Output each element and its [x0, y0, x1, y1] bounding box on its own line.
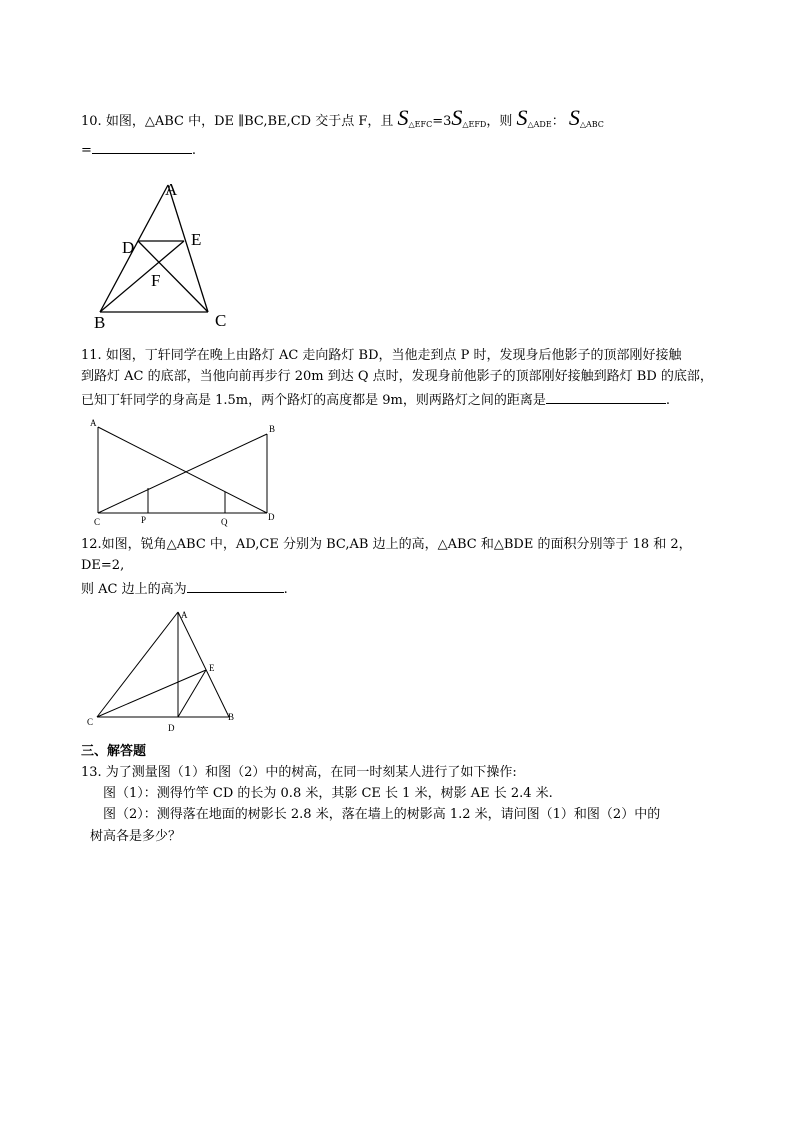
- q10-triangle-figure: [90, 175, 240, 335]
- q13-line4: 树高各是多少？: [90, 829, 182, 844]
- area-subscript: △ABC: [579, 120, 604, 129]
- label-c: C: [215, 311, 227, 330]
- q11-line1: 11. 如图，丁轩同学在晚上由路灯 AC 走向路灯 BD，当他走到点 P 时，发现身后他影子的顶部刚好接触: [81, 348, 682, 363]
- label-c: C: [94, 517, 101, 527]
- label-d: D: [168, 723, 175, 733]
- height-ce: [97, 670, 206, 717]
- q12-line2: DE=2,: [81, 558, 125, 573]
- label-b: B: [269, 424, 276, 434]
- section-title: 三、解答题: [81, 744, 147, 759]
- label-c: C: [87, 717, 94, 727]
- label-b: B: [94, 313, 106, 332]
- q10-line2: [81, 139, 196, 160]
- q12-line3: [81, 578, 288, 599]
- area-subscript: △EFD: [462, 120, 487, 129]
- label-a: A: [181, 610, 188, 620]
- light-ray-cb: [98, 434, 267, 513]
- segment-be: [100, 241, 184, 312]
- segment-de: [178, 670, 206, 717]
- side-ac: [168, 185, 208, 312]
- q10-number: 10.: [81, 114, 102, 129]
- side-ac: [97, 612, 178, 717]
- answer-blank[interactable]: [92, 139, 192, 154]
- q10-line1: [81, 105, 604, 134]
- q11-line3: [81, 389, 670, 410]
- label-p: P: [141, 515, 147, 525]
- label-q: Q: [221, 517, 228, 527]
- label-d: D: [268, 512, 275, 522]
- label-f: F: [151, 271, 161, 290]
- area-symbol: S: [568, 105, 580, 130]
- label-e: E: [209, 663, 215, 673]
- light-ray-ad: [98, 427, 267, 513]
- q12-triangle-figure: [82, 605, 247, 740]
- area-subscript: △ADE: [527, 120, 552, 129]
- q11-line2: 到路灯 AC 的底部，当他向前再步行 20m 到达 Q 点时，发现身前他影子的顶部刚好接触到路灯 BD 的底部，: [81, 369, 713, 384]
- area-subscript: △EFC: [408, 120, 433, 129]
- q12-line1: 12.如图，锐角△ABC 中，AD,CE 分别为 BC,AB 边上的高，△ABC 和△BDE 的面积分别等于 18 和 2，: [81, 537, 692, 552]
- label-a: A: [165, 180, 178, 199]
- label-a: A: [90, 418, 97, 428]
- q11-period: .: [665, 393, 671, 408]
- answer-blank[interactable]: [187, 578, 284, 593]
- q13-line1: 13. 为了测量图（1）和图（2）中的树高，在同一时刻某人进行了如下操作:: [81, 765, 517, 780]
- q13-line2: 图（1）：测得竹竿 CD 的长为 0.8 米，其影 CE 长 1 米，树影 AE 长 2.4 米.: [103, 786, 553, 801]
- q10-text: 如图，△ABC 中，DE ∥BC,BE,CD 交于点 F，且: [105, 114, 394, 129]
- q10-period: .: [191, 143, 197, 158]
- q12-text: 则 AC 边上的高为: [81, 582, 187, 597]
- label-e: E: [191, 230, 202, 249]
- q11-streetlight-figure: [86, 415, 286, 530]
- area-symbol: S: [516, 105, 528, 130]
- side-ab: [178, 612, 229, 717]
- answer-blank[interactable]: [546, 389, 666, 404]
- q11-text: 已知丁轩同学的身高是 1.5m，两个路灯的高度都是 9m，则两路灯之间的距离是: [81, 393, 546, 408]
- q10-equals-three: =3: [432, 114, 452, 129]
- q12-period: .: [283, 582, 288, 597]
- q10-comma-then: ，则: [486, 114, 513, 129]
- area-symbol: S: [397, 105, 409, 130]
- q10-colon: ：: [551, 114, 565, 129]
- area-symbol: S: [451, 105, 463, 130]
- q13-line3: 图（2）：测得落在地面的树影长 2.8 米，落在墙上的树影高 1.2 米，请问图（1）和图（2）中的: [103, 807, 661, 822]
- label-d: D: [122, 238, 135, 257]
- q10-equals: =: [81, 143, 92, 158]
- label-b: B: [228, 712, 235, 722]
